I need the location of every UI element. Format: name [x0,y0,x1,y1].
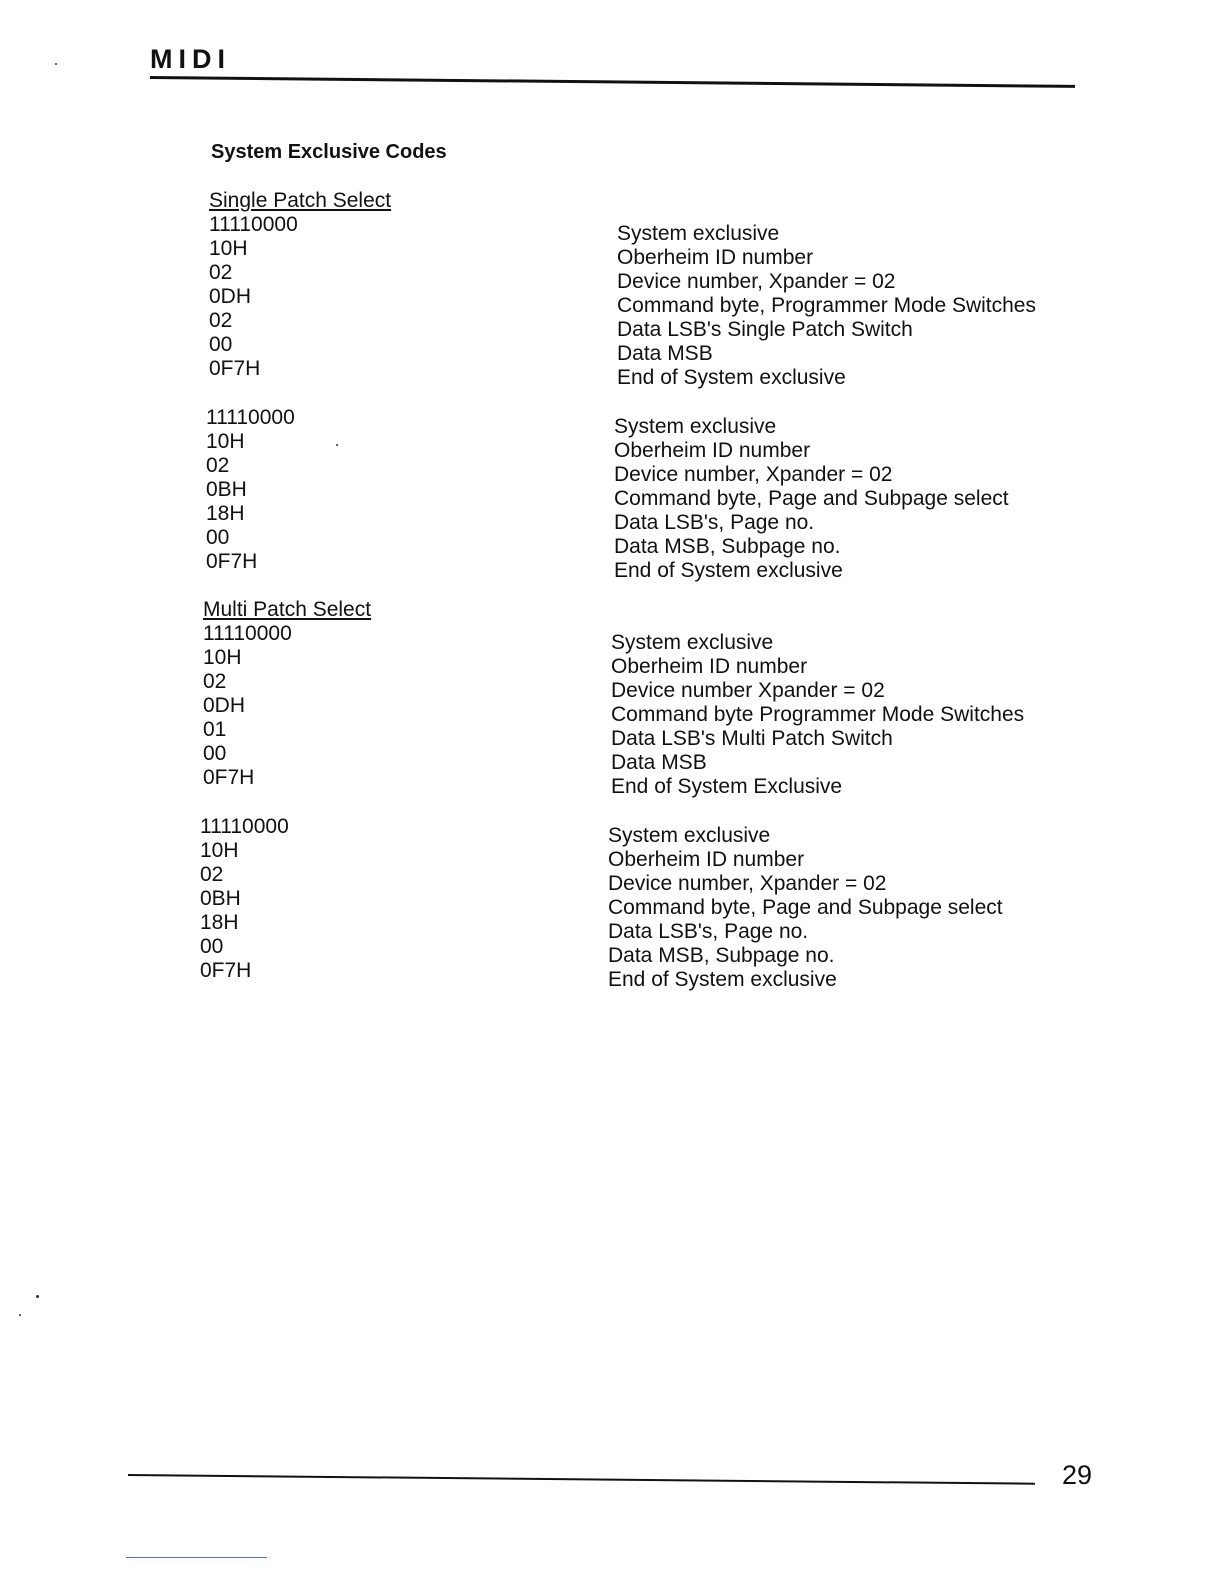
code-description: Data MSB, Subpage no. [608,944,835,967]
code-description: Data LSB's, Page no. [614,511,815,534]
hex-code: 02 [209,261,233,284]
hex-code: 0BH [206,478,247,501]
hex-code: 02 [206,454,230,477]
scan-speck [19,1314,21,1316]
hex-code: 02 [209,309,233,332]
code-description: System exclusive [608,824,771,847]
hex-code: 0F7H [209,357,261,380]
hex-code: 11110000 [209,213,298,236]
hex-code: 18H [206,502,245,525]
table-row [200,959,1060,991]
code-description: Device number, Xpander = 02 [614,463,893,486]
code-description: Command byte Programmer Mode Switches [611,703,1025,726]
hex-code: 0DH [203,694,246,717]
table-row [209,357,1069,389]
scan-speck [336,444,338,446]
table-row [203,694,1063,726]
code-description: Data LSB's Multi Patch Switch [611,727,893,750]
code-description: Device number, Xpander = 02 [617,270,896,293]
sysex-block-page-select-2 [200,815,1060,991]
code-description: End of System exclusive [617,366,846,389]
hex-code: 11110000 [206,406,295,429]
code-description: Device number Xpander = 02 [611,679,885,702]
code-description: Data LSB's, Page no. [608,920,809,943]
table-row [200,935,1060,967]
table-row [203,670,1063,702]
sysex-block-page-select-1 [206,406,1066,582]
code-description: End of System exclusive [614,559,843,582]
page-header-title: MIDI [150,44,231,74]
hex-code: 10H [200,839,239,862]
footer-rule [128,1474,1035,1485]
code-description: Data LSB's Single Patch Switch [617,318,913,341]
code-description: Data MSB [611,751,707,774]
code-description: System exclusive [614,415,777,438]
hex-code: 0F7H [200,959,252,982]
table-row [206,478,1066,510]
hex-code: 10H [209,237,248,260]
subheading-single-patch-select: Single Patch Select [209,189,392,212]
code-description: Data MSB, Subpage no. [614,535,841,558]
code-description: Command byte, Programmer Mode Switches [617,294,1036,317]
table-row [203,622,1063,654]
table-row [200,911,1060,943]
hex-code: 11110000 [200,815,289,838]
code-description: Oberheim ID number [614,439,811,462]
sysex-block-single-patch-select [209,189,1069,389]
hex-code: 11110000 [203,622,292,645]
table-row [200,887,1060,919]
table-row [200,863,1060,895]
table-row [209,213,1069,245]
hex-code: 00 [209,333,233,356]
table-row [209,237,1069,269]
section-title: System Exclusive Codes [211,141,447,163]
code-description: Data MSB [617,342,713,365]
code-description: Command byte, Page and Subpage select [608,896,1003,919]
table-row [200,815,1060,847]
code-description: End of System Exclusive [611,775,843,798]
table-row [203,718,1063,750]
hex-code: 10H [203,646,242,669]
hex-code: 0F7H [206,550,258,573]
code-description: Command byte, Page and Subpage select [614,487,1009,510]
scan-speck [36,1295,39,1298]
code-description: System exclusive [611,631,774,654]
code-description: End of System exclusive [608,968,837,991]
code-description: Oberheim ID number [611,655,808,678]
table-row [209,261,1069,293]
code-description: Oberheim ID number [617,246,814,269]
page-number: 29 [1062,1460,1093,1490]
bottom-edge-line [126,1557,267,1558]
table-row [209,333,1069,365]
scan-speck [55,63,57,65]
hex-code: 10H [206,430,245,453]
hex-code: 02 [200,863,224,886]
sysex-block-multi-patch-select [203,598,1063,798]
table-row [200,839,1060,871]
table-row [203,766,1063,798]
hex-code: 00 [200,935,224,958]
hex-code: 0DH [209,285,252,308]
subheading-multi-patch-select: Multi Patch Select [203,598,372,621]
hex-code: 00 [203,742,227,765]
table-row [206,502,1066,534]
table-row [203,646,1063,678]
hex-code: 0F7H [203,766,255,789]
table-row [203,742,1063,774]
hex-code: 0BH [200,887,241,910]
hex-code: 18H [200,911,239,934]
table-row [209,309,1069,341]
code-description: Oberheim ID number [608,848,805,871]
table-row [206,526,1066,558]
table-row [209,285,1069,317]
table-row [206,454,1066,486]
hex-code: 02 [203,670,227,693]
table-row [206,430,1066,462]
table-row [206,406,1066,438]
hex-code: 00 [206,526,230,549]
header-rule [150,76,1075,88]
hex-code: 01 [203,718,227,741]
code-description: Device number, Xpander = 02 [608,872,887,895]
table-row [206,550,1066,582]
code-description: System exclusive [617,222,780,245]
